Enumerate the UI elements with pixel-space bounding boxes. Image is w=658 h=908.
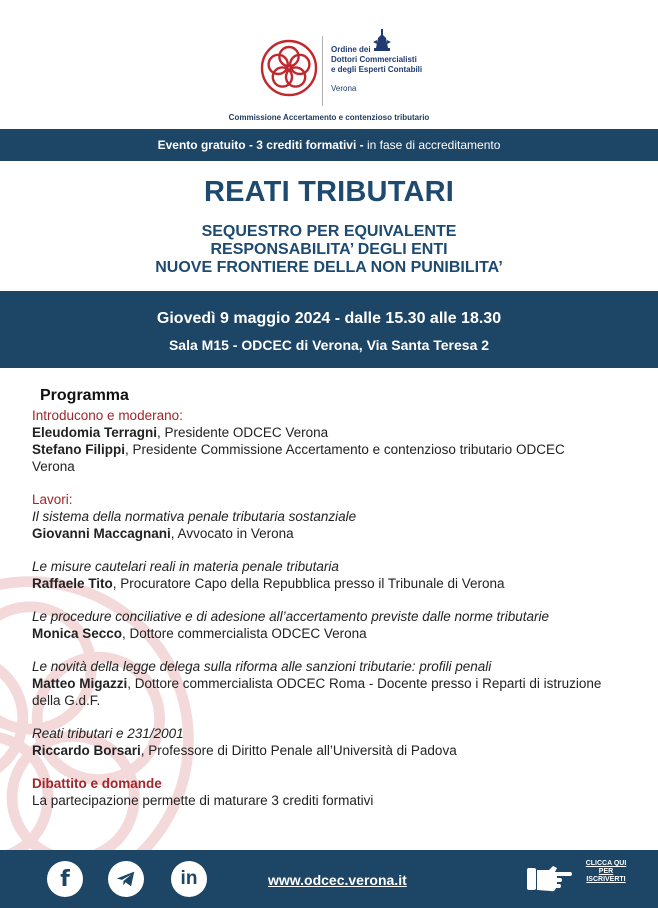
speaker-role: , Dottore commercialista ODCEC Verona (122, 626, 367, 641)
talk-speaker (32, 625, 602, 642)
subtitle-line: NUOVE FRONTIERE DELLA NON PUNIBILITA’ (155, 259, 503, 276)
subtitle (0, 223, 658, 277)
org-line: Dottori Commercialisti (331, 55, 417, 64)
section-label: Lavori: (32, 492, 73, 507)
telegram-link[interactable] (108, 861, 144, 897)
speaker-role: , Presidente Commissione Accertamento e contenzioso tributario ODCEC Verona (32, 442, 565, 474)
org-name (331, 45, 422, 75)
event-place: Sala M15 - ODCEC di Verona, Via Santa Teresa 2 (168, 337, 490, 353)
speaker-name: Stefano Filippi (32, 442, 125, 457)
speaker-name: Raffaele Tito (32, 576, 113, 591)
org-city: Verona (331, 84, 357, 93)
cta-line: ISCRIVERTI (586, 876, 626, 883)
moderator-entry (32, 424, 602, 441)
speaker-name: Eleudomia Terragni (32, 425, 158, 440)
banner-normal: in fase di accreditamento (363, 138, 501, 152)
talk-topic: Le procedure conciliative e di adesione all’accertamento previste dalle norme tributarie (32, 609, 550, 624)
page-title: REATI TRIBUTARI (203, 176, 454, 208)
speaker-name: Monica Secco (32, 626, 123, 641)
linkedin-link[interactable] (171, 861, 207, 897)
commission-name: Commissione Accertamento e contenzioso tributario (228, 113, 430, 122)
register-cta[interactable] (583, 860, 629, 884)
talk-topic: Le misure cautelari reali in materia penale tributaria (32, 559, 339, 574)
talk-speaker (32, 742, 602, 759)
speaker-role: , Dottore commercialista ODCEC Roma - Docente presso i Reparti di istruzione della G.d.F. (32, 676, 602, 708)
speaker-role: , Presidente ODCEC Verona (157, 425, 329, 440)
cta-line: CLICCA QUI (585, 860, 627, 867)
speaker-role: , Procuratore Capo della Repubblica presso il Tribunale di Verona (112, 576, 505, 591)
telegram-icon (115, 868, 137, 890)
event-date: Giovedì 9 maggio 2024 - dalle 15.30 alle 18.30 (156, 310, 502, 327)
org-line: e degli Esperti Contabili (331, 65, 423, 74)
speaker-role: , Avvocato in Verona (170, 526, 294, 541)
subtitle-line: RESPONSABILITA’ DEGLI ENTI (210, 241, 448, 258)
speaker-name: Giovanni Maccagnani (32, 526, 171, 541)
subtitle-line: SEQUESTRO PER EQUIVALENTE (201, 223, 457, 240)
talk-topic: Reati tributari e 231/2001 (32, 726, 184, 741)
org-line: Ordine dei (331, 45, 371, 54)
talk-speaker (32, 525, 602, 542)
moderator-entry (32, 441, 602, 475)
programme (32, 387, 602, 809)
debate-label: Dibattito e domande (32, 776, 162, 791)
talk-topic: Le novità della legge delega sulla riforma alle sanzioni tributarie: profili penali (32, 659, 492, 674)
speaker-role: , Professore di Diritto Penale all’Università di Padova (140, 743, 457, 758)
programme-heading: Programma (40, 387, 129, 404)
logo-divider (322, 36, 323, 106)
section-label: Introducono e moderano: (32, 408, 183, 423)
talk-speaker (32, 575, 602, 592)
cta-line: PER (598, 868, 614, 875)
event-details-band (0, 291, 658, 368)
event-banner (0, 129, 658, 161)
facebook-link[interactable] (47, 861, 83, 897)
credits-note: La partecipazione permette di maturare 3 crediti formativi (32, 793, 374, 808)
works-label: Lavori (32, 492, 69, 507)
logo-header (0, 28, 658, 113)
facebook-icon: f (60, 866, 70, 892)
banner-bold: Evento gratuito - 3 crediti formativi - (157, 138, 364, 152)
speaker-name: Matteo Migazzi (32, 676, 128, 691)
speaker-name: Riccardo Borsari (32, 743, 141, 758)
pointing-hand-icon[interactable] (527, 860, 573, 898)
odcec-emblem-icon (259, 38, 319, 98)
moderators-label: Introducono e moderano (32, 408, 180, 423)
linkedin-icon: in (180, 868, 198, 889)
footer-bar (0, 850, 658, 908)
talk-speaker (32, 675, 602, 709)
talk-topic: Il sistema della normativa penale tributaria sostanziale (32, 509, 357, 524)
website-link[interactable]: www.odcec.verona.it (268, 872, 407, 888)
